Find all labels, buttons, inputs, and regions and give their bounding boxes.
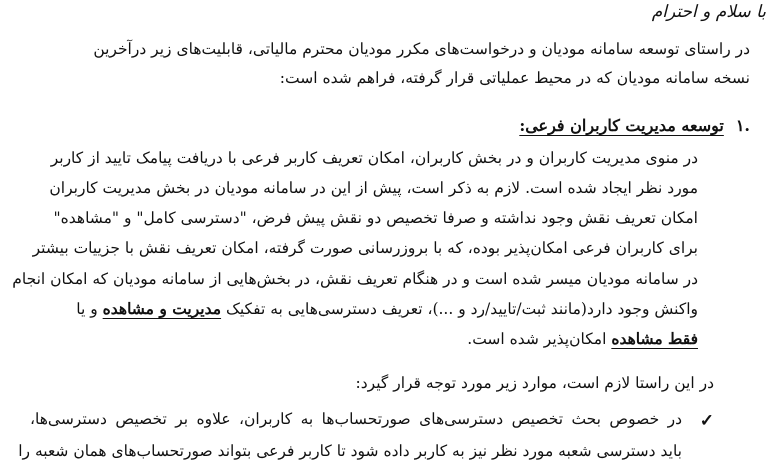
- section-title: توسعه مدیریت کاربران فرعی:: [519, 116, 724, 135]
- section-number: .۱: [735, 116, 750, 135]
- body-line: در منوی مدیریت کاربران و در بخش کاربران، امکان تعریف کاربر فرعی با دریافت پیامک تایید از کاربر: [50, 149, 698, 167]
- body-line: مورد نظر ایجاد شده است. لازم به ذکر است، پیش از این در سامانه مودیان در بخش مدیریت کاربران: [49, 179, 698, 197]
- emphasis-manage-view: مدیریت و مشاهده: [102, 299, 222, 318]
- body-line-emphasis: [82, 328, 698, 350]
- section-heading: [519, 116, 750, 135]
- body-line-emphasis: [76, 298, 698, 320]
- greeting: با سلام و احترام: [651, 2, 766, 22]
- emphasis-view-only: فقط مشاهده: [611, 329, 698, 348]
- body-line: امکان تعریف نقش وجود نداشته و صرفا تخصیص دو نقش پیش فرض، "دسترسی کامل" و "مشاهده": [53, 209, 698, 227]
- line6-suffix: و یا: [76, 300, 98, 318]
- intro-line-1: در راستای توسعه سامانه مودیان و درخواست‌های مکرر مودیان محترم مالیاتی، قابلیت‌های زیر درآخرین: [93, 40, 750, 58]
- line6-prefix: واکنش وجود دارد(مانند ثبت/تایید/رد و ...)، تعریف دسترسی‌هایی به تفکیک: [226, 300, 698, 318]
- checkmark-icon: ✓: [699, 411, 714, 431]
- bullet-line: باید دسترسی شعبه مورد نظر نیز به کاربر داده شود تا کاربر فرعی بتواند صورتحساب‌های همان شعبه را: [18, 442, 682, 460]
- line7-suffix: امکان‌پذیر شده است.: [467, 330, 607, 348]
- body-line: برای کاربران فرعی امکان‌پذیر بوده، که با بروزرسانی صورت گرفته، امکان تعریف نقش با جزییات بیشتر: [32, 239, 698, 257]
- bullet-line: در خصوص بحث تخصیص دسترسی‌های صورتحساب‌ها به کاربران، علاوه بر تخصیص دسترسی‌ها،: [30, 410, 682, 428]
- lead-line: در این راستا لازم است، موارد زیر مورد توجه قرار گیرد:: [355, 374, 714, 392]
- body-line: در سامانه مودیان میسر شده است و در هنگام تعریف نقش، در بخش‌هایی از سامانه مودیان که امکان انجام: [12, 270, 698, 288]
- intro-line-2: نسخه سامانه مودیان که در محیط عملیاتی قرار گرفته، فراهم شده است:: [279, 69, 750, 87]
